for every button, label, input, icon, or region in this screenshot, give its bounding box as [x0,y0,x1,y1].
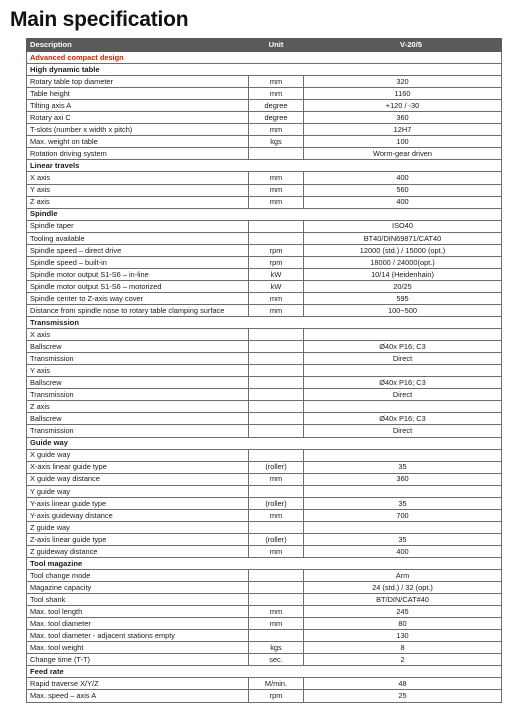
spec-label: Y guide way [27,485,249,497]
spec-label: Y-axis linear guide type [27,497,249,509]
page-title: Main specification [10,8,189,31]
spec-value: ISO40 [304,220,502,232]
spec-unit: mm [249,196,304,208]
spec-unit [249,413,304,425]
spec-value: 700 [304,509,502,521]
table-row [27,413,502,425]
table-row [27,329,502,341]
spec-label: Spindle speed – direct drive [27,244,249,256]
spec-label: Z guideway distance [27,545,249,557]
spec-value: 2 [304,654,502,666]
table-row [27,88,502,100]
spec-unit [249,521,304,533]
spec-label: Z guide way [27,521,249,533]
spec-unit [249,425,304,437]
spec-label: T-slots (number x width x pitch) [27,124,249,136]
spec-value: 130 [304,630,502,642]
table-row [27,268,502,280]
table-row [27,280,502,292]
spec-label: Z axis [27,196,249,208]
table-row [27,654,502,666]
spec-value: 80 [304,618,502,630]
spec-unit [249,365,304,377]
table-body [27,52,502,703]
spec-value: 595 [304,292,502,304]
table-row [27,76,502,88]
section-title: Linear travels [27,160,502,172]
header-description: Description [27,39,249,52]
spec-value: 360 [304,473,502,485]
spec-unit: degree [249,112,304,124]
spec-value: 1160 [304,88,502,100]
spec-label: Rotary axi C [27,112,249,124]
section-header-row [27,666,502,678]
spec-label: Rotary table top diameter [27,76,249,88]
table-row [27,353,502,365]
spec-unit: rpm [249,690,304,702]
spec-label: Max. weight on table [27,136,249,148]
spec-unit: mm [249,292,304,304]
header-unit: Unit [249,39,304,52]
table-row [27,136,502,148]
spec-value: Worm-gear driven [304,148,502,160]
spec-label: Transmission [27,389,249,401]
table-row [27,124,502,136]
table-row [27,292,502,304]
spec-unit: mm [249,76,304,88]
table-row [27,389,502,401]
spec-label: Change time (T-T) [27,654,249,666]
spec-unit [249,389,304,401]
spec-value: 400 [304,545,502,557]
spec-unit [249,353,304,365]
spec-value: BT40/DIN69871/CAT40 [304,232,502,244]
spec-value: Ø40x P16; C3 [304,377,502,389]
table-row [27,533,502,545]
spec-unit: mm [249,124,304,136]
table-row [27,497,502,509]
spec-unit: (roller) [249,461,304,473]
spec-value: 25 [304,690,502,702]
subtitle-row [27,52,502,64]
spec-value: 35 [304,497,502,509]
spec-label: Max. tool length [27,606,249,618]
spec-label: Rapid traverse X/Y/Z [27,678,249,690]
spec-value [304,449,502,461]
spec-unit: (roller) [249,533,304,545]
spec-value [304,401,502,413]
table-row [27,630,502,642]
spec-label: X guide way distance [27,473,249,485]
spec-label: Y axis [27,184,249,196]
table-row [27,256,502,268]
spec-label: X guide way [27,449,249,461]
spec-unit: mm [249,304,304,316]
table-row [27,618,502,630]
section-title: Transmission [27,317,502,329]
spec-label: Max. speed – axis A [27,690,249,702]
spec-value: BT/DIN/CAT#40 [304,594,502,606]
spec-unit [249,341,304,353]
table-row [27,449,502,461]
spec-value: 560 [304,184,502,196]
spec-value: 18000 / 24000(opt.) [304,256,502,268]
spec-unit: kgs [249,642,304,654]
table-row [27,100,502,112]
spec-value: 35 [304,533,502,545]
spec-unit: degree [249,100,304,112]
spec-label: Spindle center to Z-axis way cover [27,292,249,304]
table-header-row [27,39,502,52]
spec-value: 320 [304,76,502,88]
table-row [27,473,502,485]
table-row [27,642,502,654]
table-row [27,341,502,353]
table-row [27,594,502,606]
spec-value: 35 [304,461,502,473]
spec-label: Distance from spindle nose to rotary table clamping surface [27,304,249,316]
spec-value: 400 [304,172,502,184]
spec-label: X axis [27,329,249,341]
spec-unit: mm [249,606,304,618]
spec-value: 12H7 [304,124,502,136]
table-row [27,690,502,702]
section-header-row [27,437,502,449]
section-title: Feed rate [27,666,502,678]
section-title: Spindle [27,208,502,220]
spec-label: Y-axis guideway distance [27,509,249,521]
spec-value [304,485,502,497]
spec-unit [249,377,304,389]
spec-label: Ballscrew [27,413,249,425]
spec-label: X axis [27,172,249,184]
spec-value: 8 [304,642,502,654]
spec-unit: M/min. [249,678,304,690]
table-row [27,509,502,521]
spec-value: 20/25 [304,280,502,292]
table-row [27,220,502,232]
spec-label: Transmission [27,353,249,365]
spec-unit: kW [249,280,304,292]
spec-unit [249,220,304,232]
section-header-row [27,64,502,76]
spec-value: Direct [304,353,502,365]
section-header-row [27,317,502,329]
table-row [27,582,502,594]
spec-unit: kW [249,268,304,280]
table-row [27,365,502,377]
spec-unit [249,329,304,341]
spec-label: Max. tool diameter [27,618,249,630]
spec-label: Spindle taper [27,220,249,232]
spec-label: Max. tool diameter - adjacent stations empty [27,630,249,642]
spec-unit: mm [249,88,304,100]
spec-label: Z-axis linear guide type [27,533,249,545]
spec-unit: mm [249,618,304,630]
table-row [27,196,502,208]
spec-label: Tool shank [27,594,249,606]
spec-unit: rpm [249,244,304,256]
spec-unit [249,594,304,606]
table-row [27,184,502,196]
spec-unit [249,582,304,594]
table-row [27,425,502,437]
spec-label: Max. tool weight [27,642,249,654]
spec-value: Arm [304,570,502,582]
table-row [27,606,502,618]
spec-unit [249,148,304,160]
table-row [27,112,502,124]
table-row [27,377,502,389]
spec-unit [249,401,304,413]
spec-label: Ballscrew [27,341,249,353]
spec-value: Ø40x P16; C3 [304,413,502,425]
section-title: Tool magazine [27,557,502,569]
spec-unit: (roller) [249,497,304,509]
table-row [27,304,502,316]
table-row [27,570,502,582]
table-row [27,521,502,533]
spec-label: Magazine capacity [27,582,249,594]
spec-unit: kgs [249,136,304,148]
spec-unit [249,570,304,582]
specification-table [26,38,502,703]
spec-unit: mm [249,509,304,521]
header-model: V-20/5 [304,39,502,52]
spec-unit: rpm [249,256,304,268]
section-header-row [27,160,502,172]
spec-value: 48 [304,678,502,690]
section-header-row [27,208,502,220]
spec-value [304,365,502,377]
table-row [27,244,502,256]
spec-label: Spindle speed – built-in [27,256,249,268]
spec-unit [249,485,304,497]
spec-value: 12000 (std.) / 15000 (opt.) [304,244,502,256]
table-row [27,232,502,244]
spec-label: X-axis linear guide type [27,461,249,473]
spec-value: 100 [304,136,502,148]
spec-label: Tool change mode [27,570,249,582]
table-row [27,678,502,690]
spec-value: 100~500 [304,304,502,316]
spec-value: Direct [304,389,502,401]
spec-value: 24 (std.) / 32 (opt.) [304,582,502,594]
spec-label: Z axis [27,401,249,413]
spec-value [304,329,502,341]
table-row [27,172,502,184]
spec-value: Direct [304,425,502,437]
spec-label: Tooling available [27,232,249,244]
spec-value: 10/14 (Heidenhain) [304,268,502,280]
spec-unit: mm [249,545,304,557]
spec-label: Transmission [27,425,249,437]
spec-unit [249,449,304,461]
spec-label: Spindle motor output S1-S6 – in-line [27,268,249,280]
spec-label: Rotation driving system [27,148,249,160]
spec-unit [249,232,304,244]
spec-unit [249,630,304,642]
table-row [27,545,502,557]
table-row [27,461,502,473]
section-title: High dynamic table [27,64,502,76]
subtitle: Advanced compact design [27,52,502,64]
spec-label: Table height [27,88,249,100]
spec-label: Tilting axis A [27,100,249,112]
table-row [27,401,502,413]
spec-unit: mm [249,184,304,196]
spec-unit: mm [249,473,304,485]
spec-label: Y axis [27,365,249,377]
spec-value: Ø40x P16; C3 [304,341,502,353]
spec-value [304,521,502,533]
section-header-row [27,557,502,569]
spec-unit: sec. [249,654,304,666]
spec-label: Spindle motor output S1-S6 – motorized [27,280,249,292]
spec-unit: mm [249,172,304,184]
spec-value: +120 / -30 [304,100,502,112]
section-title: Guide way [27,437,502,449]
spec-value: 360 [304,112,502,124]
spec-value: 400 [304,196,502,208]
spec-label: Ballscrew [27,377,249,389]
table-row [27,148,502,160]
table-row [27,485,502,497]
spec-value: 245 [304,606,502,618]
